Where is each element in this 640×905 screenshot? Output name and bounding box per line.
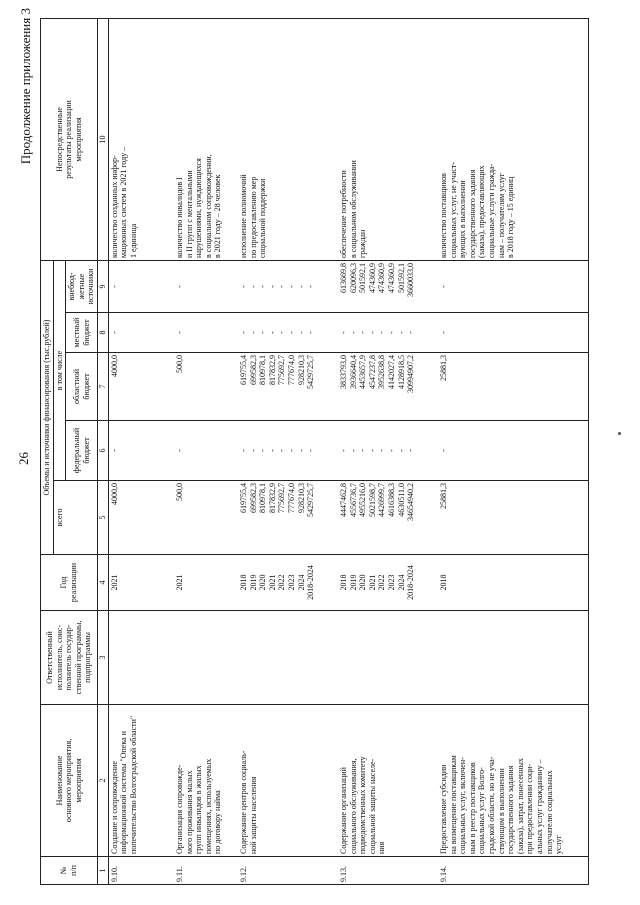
row-offbudget: - - - - - - - - — [238, 261, 338, 313]
row-regional: 500,0 — [174, 353, 238, 421]
row-number: 9.11. — [174, 857, 238, 885]
header-incl: в том числе — [53, 261, 66, 481]
row-local: - — [438, 313, 588, 353]
row-years: 2018 2019 2020 2021 2022 2023 2024 2018-2024 — [238, 555, 338, 611]
header-executor: Ответственный исполнитель, соис- полнитель государ- ственной программы, подпрограммы — [41, 611, 98, 705]
row-federal: - - - - - - - - — [338, 421, 438, 481]
row-executor — [238, 611, 338, 705]
row-local: - - - - - - - - — [238, 313, 338, 353]
row-total: 619755,4 699582,3 810978,1 817832,9 775692,7 777674,0 928210,3 5429725,7 — [238, 481, 338, 555]
row-result: количество инвалидов I и II групп с ментальными нарушениями, нуждающихся в социальном сопровождении, в 2021 году – 28 человек — [174, 19, 238, 261]
row-regional: 25881,3 — [438, 353, 588, 421]
column-number: 8 — [97, 313, 108, 353]
header-name: Наименование основного мероприятия, мероприятия — [41, 705, 98, 857]
row-result: количество поставщиков социальных услуг, не участ- вующих в выполнении государственного задания (заказа), предоставляющих социальные услуги гражда- нам – получателям услуг в 2018 году – 15 единиц — [438, 19, 588, 261]
header-funding: Объемы и источники финансирования (тыс.рублей) — [41, 261, 54, 555]
row-offbudget: - — [108, 261, 174, 313]
header-regional: областной бюджет — [66, 353, 98, 421]
column-number: 3 — [97, 611, 108, 705]
continuation-caption: Продолжение приложения 3 — [18, 8, 33, 165]
funding-table — [40, 18, 589, 885]
header-num: № п/п — [41, 857, 98, 885]
table-row — [338, 19, 438, 885]
row-name: Организация сопровожде- мого проживания малых групп инвалидов в жилых помещениях, используемых по договору найма — [174, 705, 238, 857]
row-number: 9.10. — [108, 857, 174, 885]
column-number: 2 — [97, 705, 108, 857]
row-result: исполнение полномочий по предоставлению мер социальной поддержки — [238, 19, 338, 261]
column-number: 6 — [97, 421, 108, 481]
row-offbudget: - — [174, 261, 238, 313]
row-federal: - — [438, 421, 588, 481]
column-number: 7 — [97, 353, 108, 421]
header-offbudget: внебюд- жетные источники — [66, 261, 98, 313]
row-result: обеспечение потребности в социальном обслуживании граждан — [338, 19, 438, 261]
column-number: 5 — [97, 481, 108, 555]
row-name: Создание и сопровождение информационной системы "Опека и попечительство Волгоградской области" — [108, 705, 174, 857]
row-years: 2018 2019 2020 2021 2022 2023 2024 2018-2024 — [338, 555, 438, 611]
row-years: 2021 — [174, 555, 238, 611]
header-federal: федеральный бюджет — [66, 421, 98, 481]
row-federal: - — [108, 421, 174, 481]
header-year: Год реализации — [41, 555, 98, 611]
header-result: Непосредственные результаты реализации мероприятия — [41, 19, 98, 261]
row-total: 4000,0 — [108, 481, 174, 555]
row-executor — [108, 611, 174, 705]
row-years: 2021 — [108, 555, 174, 611]
header-row-1 — [41, 19, 54, 885]
scan-speck — [618, 432, 621, 435]
column-number: 9 — [97, 261, 108, 313]
row-local: - — [108, 313, 174, 353]
row-offbudget: 613669,8 620096,3 501592,1 474360,9 474360,9 474360,9 501592,1 3660033,0 — [338, 261, 438, 313]
page-number: 26 — [16, 452, 31, 465]
row-total: 25881,3 — [438, 481, 588, 555]
table-row — [108, 19, 174, 885]
row-name: Содержание центров социаль- ной защиты населения — [238, 705, 338, 857]
row-executor — [174, 611, 238, 705]
table-row — [438, 19, 588, 885]
row-name: Предоставление субсидии на возмещение поставщикам социальных услуг, включен- ным в реестр поставщиков социальных услуг Волго- градской области, но не уча- ствующим в выполнении государственного задания (заказа), затрат, понесенных при предоставлении соци- альных услуг гражданину – получателю социальных услуг — [438, 705, 588, 857]
row-result: количество созданных инфор- мационных систем в 2021 году – 1 единица — [108, 19, 174, 261]
row-local: - - - - - - - - — [338, 313, 438, 353]
row-offbudget: - — [438, 261, 588, 313]
row-regional: 619755,4 699582,3 810978,1 817832,9 775692,7 777674,0 928210,3 5429725,7 — [238, 353, 338, 421]
row-federal: - - - - - - - - — [238, 421, 338, 481]
row-regional: 3833793,0 3936640,4 4453657,9 4547237,8 3952638,8 4142027,4 4128918,5 30994907,2 — [338, 353, 438, 421]
row-number: 9.14. — [438, 857, 588, 885]
row-regional: 4000,0 — [108, 353, 174, 421]
row-number: 9.13. — [338, 857, 438, 885]
row-local: - — [174, 313, 238, 353]
row-executor — [338, 611, 438, 705]
table-row — [174, 19, 238, 885]
row-years: 2018 — [438, 555, 588, 611]
table-row — [238, 19, 338, 885]
row-executor — [438, 611, 588, 705]
row-total: 500,0 — [174, 481, 238, 555]
header-total: всего — [53, 481, 97, 555]
column-number-row — [97, 19, 108, 885]
row-name: Содержание организаций социального обслуживания, подведомственных комитету социальной защиты населе- ния — [338, 705, 438, 857]
row-total: 4447462,8 4556736,7 4955216,0 5021598,7 4426999,7 4616388,3 4630511,0 34654940,2 — [338, 481, 438, 555]
column-number: 4 — [97, 555, 108, 611]
row-number: 9.12. — [238, 857, 338, 885]
column-number: 1 — [97, 857, 108, 885]
column-number: 10 — [97, 19, 108, 261]
row-federal: - — [174, 421, 238, 481]
header-local: местный бюджет — [66, 313, 98, 353]
